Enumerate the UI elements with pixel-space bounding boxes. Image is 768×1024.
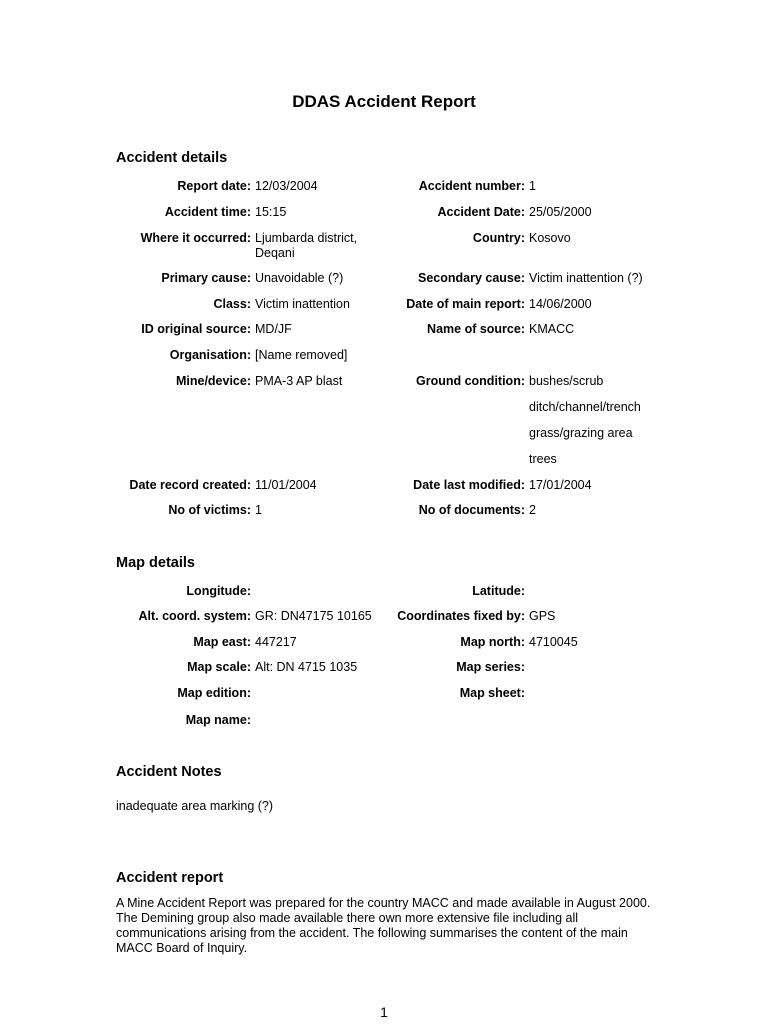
page-number: 1: [380, 1004, 388, 1020]
field-value: Victim inattention: [255, 297, 350, 311]
field-value: GPS: [529, 609, 556, 623]
field-label: Mine/device:: [175, 374, 251, 388]
field-value: KMACC: [529, 322, 575, 336]
field-value: grass/grazing area: [529, 426, 633, 440]
field-label: Map north:: [460, 635, 525, 649]
field-value: PMA-3 AP blast: [255, 374, 343, 388]
field-value: bushes/scrub: [529, 374, 604, 388]
map-details-heading: Map details: [116, 555, 195, 571]
field-value: 1: [255, 503, 262, 517]
accident-details-heading: Accident details: [116, 150, 228, 166]
field-label: Accident number:: [418, 179, 525, 193]
accident-report-heading: Accident report: [116, 870, 224, 886]
field-label: Date record created:: [129, 478, 251, 492]
field-label: Where it occurred:: [140, 231, 251, 245]
field-value: trees: [529, 452, 557, 466]
field-label: Map series:: [456, 660, 525, 674]
field-value: MD/JF: [255, 322, 292, 336]
field-label: Date of main report:: [406, 297, 525, 311]
field-value: GR: DN47175 10165: [255, 609, 372, 623]
field-label: Longitude:: [186, 584, 251, 598]
field-value: 12/03/2004: [255, 179, 318, 193]
field-label: No of documents:: [418, 503, 525, 517]
field-label: Report date:: [177, 179, 251, 193]
field-label: Ground condition:: [415, 374, 525, 388]
field-value: Kosovo: [529, 231, 571, 245]
accident-notes-text: inadequate area marking (?): [116, 799, 274, 813]
field-value: Victim inattention (?): [529, 271, 643, 285]
field-value: 4710045: [529, 635, 578, 649]
field-label: Map name:: [185, 713, 251, 727]
field-label: Map edition:: [177, 686, 251, 700]
field-label: Map scale:: [187, 660, 251, 674]
field-value: 11/01/2004: [255, 478, 317, 492]
field-value: Alt: DN 4715 1035: [255, 660, 358, 674]
field-value: Ljumbarda district, Deqani: [255, 231, 358, 260]
field-value: 2: [529, 503, 536, 517]
field-label: Date last modified:: [413, 478, 525, 492]
field-value: 25/05/2000: [529, 205, 592, 219]
field-value: 14/06/2000: [529, 297, 592, 311]
field-label: Coordinates fixed by:: [397, 609, 525, 623]
field-label: Name of source:: [427, 322, 525, 336]
field-label: Latitude:: [472, 584, 525, 598]
field-value: 447217: [255, 635, 297, 649]
field-label: Class:: [213, 297, 251, 311]
field-value: [Name removed]: [255, 348, 348, 362]
accident-report-text: A Mine Accident Report was prepared for the country MACC and made available in August 2000. The Demining group also made available there own more extensive file including all communications arising from the accident. The following summarises the content of the main MACC Board of Inquiry.: [116, 896, 651, 955]
field-label: Map east:: [193, 635, 251, 649]
field-value: 1: [529, 179, 536, 193]
field-label: Accident Date:: [437, 205, 525, 219]
accident-notes-heading: Accident Notes: [116, 764, 222, 780]
page-title: DDAS Accident Report: [292, 92, 476, 111]
field-value: Unavoidable (?): [255, 271, 344, 285]
field-label: Map sheet:: [459, 686, 525, 700]
field-label: Accident time:: [164, 205, 251, 219]
field-label: Primary cause:: [161, 271, 251, 285]
field-label: Organisation:: [169, 348, 251, 362]
field-label: ID original source:: [141, 322, 251, 336]
field-value: 17/01/2004: [529, 478, 592, 492]
field-label: Secondary cause:: [418, 271, 525, 285]
field-value: ditch/channel/trench: [529, 400, 641, 414]
field-label: Alt. coord. system:: [138, 609, 251, 623]
field-label: Country:: [472, 231, 525, 245]
field-label: No of victims:: [168, 503, 251, 517]
field-value: 15:15: [255, 205, 287, 219]
